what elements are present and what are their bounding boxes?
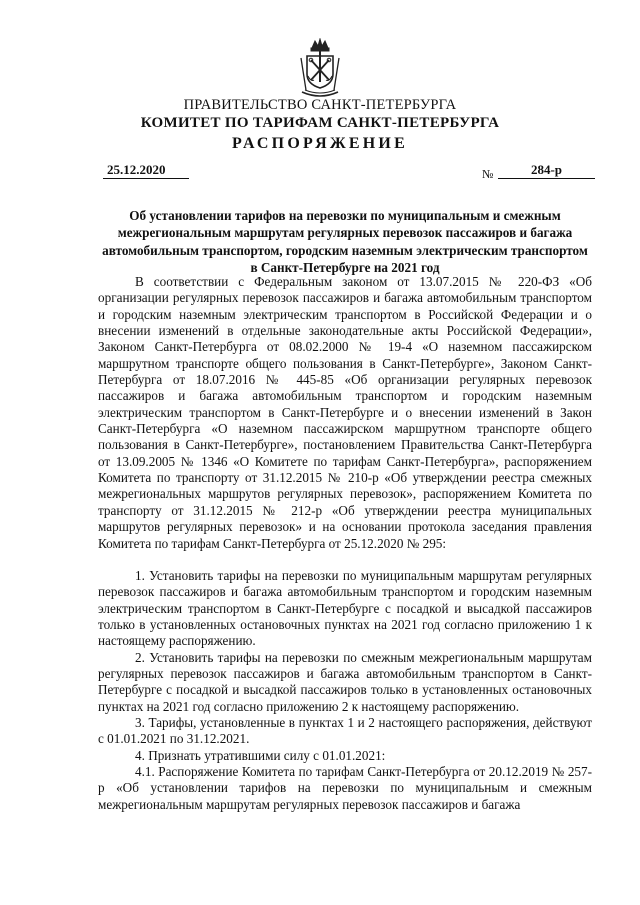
coat-of-arms-icon — [297, 38, 343, 100]
clause-1: 1. Установить тарифы на перевозки по муниципальным маршрутам регулярных перевозок пассажиров и багажа автомобильным транспортом и городским наземным электрическим транспортом в Санкт-Петербурге с посадкой и высадкой пассажиров только в установленных остановочных пунктах на 2021 год согласно приложению 1 к настоящему распоряжению. — [98, 567, 592, 649]
document-number: 284-р — [498, 162, 595, 179]
clause-4-1: 4.1. Распоряжение Комитета по тарифам Санкт-Петербурга от 20.12.2019 № 257-р «Об установлении тарифов на перевозки по муниципальным и смежным межрегиональным маршрутам регулярных перевозок пассажиров и багажа — [98, 763, 592, 812]
document-title: Об установлении тарифов на перевозки по муниципальным и смежным межрегиональным маршрутам регулярных перевозок пассажиров и багажа автомобильным транспортом, городским наземным электрическим транспортом в Санкт-Петербурге на 2021 год — [102, 208, 588, 275]
clause-2: 2. Установить тарифы на перевозки по смежным межрегиональным маршрутам регулярных перевозок пассажиров и багажа автомобильным транспортом в Санкт-Петербурге с посадкой и высадкой пассажиров только в установленных остановочных пунктах на 2021 год согласно приложению 2 к настоящему распоряжению. — [98, 649, 592, 714]
government-name: ПРАВИТЕЛЬСТВО САНКТ-ПЕТЕРБУРГА — [183, 97, 457, 113]
committee-name: КОМИТЕТ ПО ТАРИФАМ САНКТ-ПЕТЕРБУРГА — [140, 115, 500, 131]
document-type: РАСПОРЯЖЕНИЕ — [232, 135, 408, 152]
number-label: № — [482, 167, 494, 181]
clause-3: 3. Тарифы, установленные в пунктах 1 и 2 настоящего распоряжения, действуют с 01.01.2021 по 31.12.2021. — [98, 714, 592, 747]
document-body — [98, 274, 592, 813]
clause-4: 4. Признать утратившими силу с 01.01.2021: — [135, 747, 386, 763]
preamble-paragraph: В соответствии с Федеральным законом от 13.07.2015 № 220-ФЗ «Об организации регулярных перевозок пассажиров и багажа автомобильным транспортом и городским наземным электрическим транспортом в Российской Федерации и о внесении изменений в отдельные законодательные акты Российской Федерации», Законом Санкт-Петербурга от 08.02.2000 № 19-4 «О наземном пассажирском маршрутном транспорте общего пользования в Санкт-Петербурге», Законом Санкт-Петербурга от 18.07.2016 № 445-85 «Об организации регулярных перевозок пассажиров и багажа автомобильным транспортом и городским наземным электрическим транспортом в Санкт-Петербурге и о внесении изменений в Закон Санкт-Петербурга «О наземном пассажирском маршрутном транспорте общего пользования в Санкт-Петербурге», постановлением Правительства Санкт-Петербурга от 13.09.2005 № 1346 «О Комитете по тарифам Санкт-Петербурга», распоряжением Комитета по транспорту от 31.12.2015 № 210-р «Об утверждении реестра смежных межрегиональных маршрутов регулярных перевозок», распоряжением Комитета по транспорту от 31.12.2015 № 212-р «Об утверждении реестра муниципальных маршрутов регулярных перевозок» и на основании протокола заседания правления Комитета по тарифам Санкт-Петербурга от 25.12.2020 № 295: — [98, 274, 592, 551]
document-date: 25.12.2020 — [103, 162, 189, 179]
